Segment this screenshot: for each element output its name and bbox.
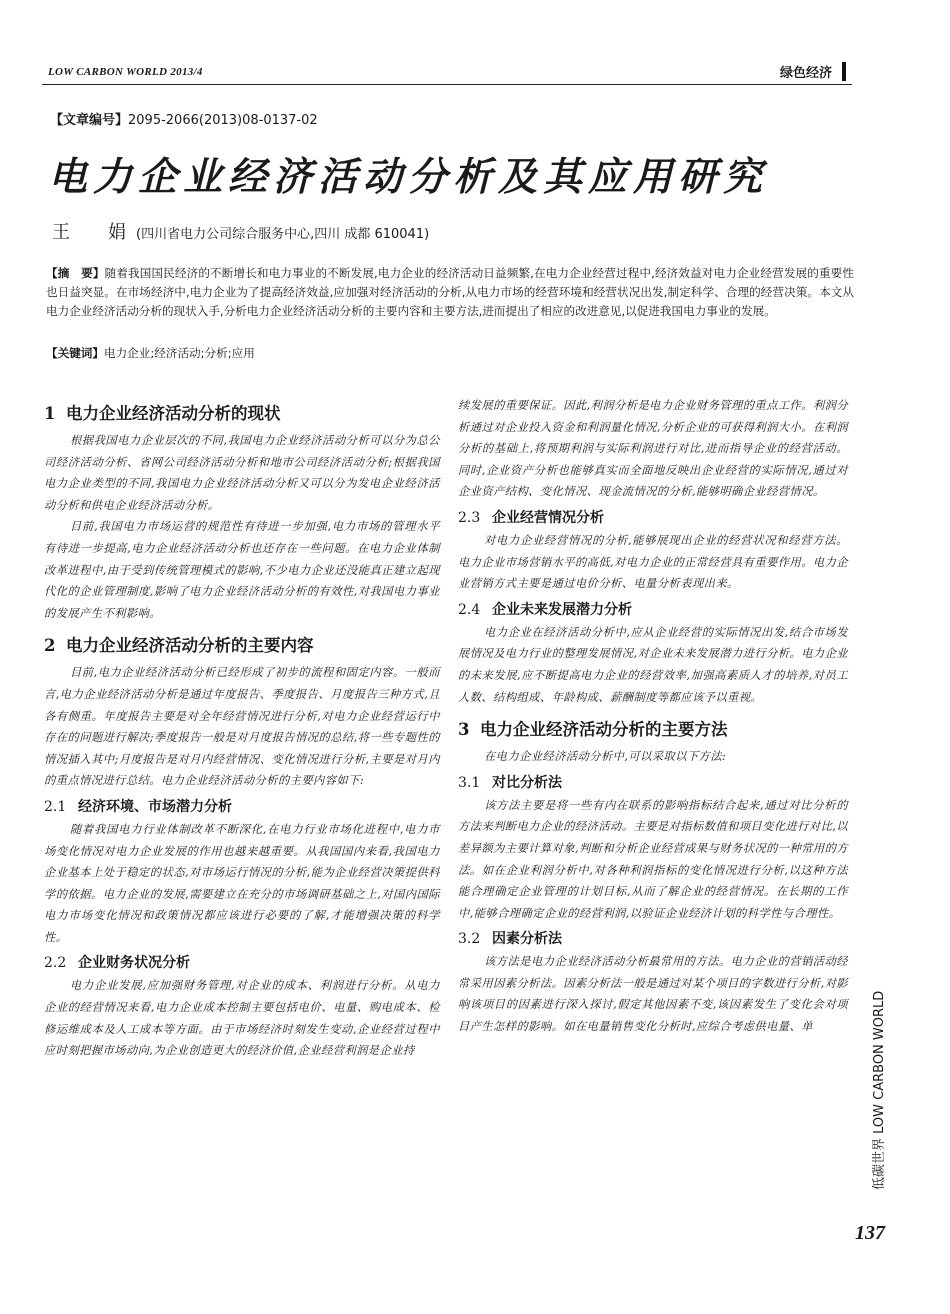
section-number: 1 [44, 404, 56, 423]
author-name: 王 娟 [52, 222, 136, 243]
left-column [44, 392, 440, 1062]
subsection-title: 企业财务状况分析 [78, 955, 190, 972]
subsection-number: 2.2 [44, 955, 67, 972]
subsection-number: 2.4 [458, 601, 481, 618]
section-title: 电力企业经济活动分析的现状 [66, 404, 281, 423]
article-number-label: 【文章编号】 [50, 113, 129, 128]
section-heading [44, 400, 440, 424]
subsection-heading [44, 952, 440, 972]
section-number: 2 [44, 636, 56, 656]
subsection-heading [458, 599, 848, 619]
author-line [52, 218, 429, 244]
journal-name: LOW CARBON WORLD 2013/4 [48, 66, 203, 78]
subsection-title: 对比分析法 [492, 774, 562, 791]
paragraph: 电力企业在经济活动分析中,应从企业经营的实际情况出发,结合市场发展情况及电力行业的整理发展情况,对企业未来发展潜力进行分析。电力企业的未来发展,应不断提高电力企业的经营效率,加强高素质人才的培养,对员工人数、结构组成、年龄构成、薪酬制度等都应该予以重视。 [458, 625, 848, 704]
section-name: 绿色经济 [780, 62, 846, 81]
paragraph: 目前,电力企业经济活动分析已经形成了初步的流程和固定内容。一般而言,电力企业经济活动分析是通过年度报告、季度报告、月度报告三种方式,且各有侧重。年度报告主要是对全年经营情况进行分析,对电力企业经营运行中存在的问题进行解决;季度报告一般是对月度报告情况的总结,将一些专题性的情况插入其中;月度报告是对月内经营情况、变化情况进行分析,主要是对月内的重点情况进行总结。电力企业经济活动分析的主要内容如下: [44, 666, 440, 788]
section-heading [458, 716, 848, 740]
paragraph: 对电力企业经营情况的分析,能够展现出企业的经营状况和经营方法。电力企业市场营销水平的高低,对电力企业的正常经营具有重要作用。电力企业营销方式主要是通过电价分析、电量分析表现出来。 [458, 533, 848, 591]
subsection-number: 3.2 [458, 931, 481, 948]
section-heading [44, 632, 440, 656]
paragraph: 该方法主要是将一些有内在联系的影响指标结合起来,通过对比分析的方法来判断电力企业的经济活动。主要是对指标数值和项目变化进行对比,以差异额为主要计算对象,判断和分析企业经营成果与财务状况的一种常用的方法。如在企业利润分析中,对各种利润指标的变化情况进行分析,以这种方法能合理确定企业管理的计划目标,从而了解企业的经营情况。在长期的工作中,能够合理确定企业的经营利润,以验证企业经济计划的科学性与合理性。 [458, 798, 848, 920]
subsection-number: 2.3 [458, 509, 481, 526]
right-column [458, 395, 848, 1038]
article-number-value: 2095-2066(2013)08-0137-02 [128, 113, 318, 128]
subsection-heading [458, 772, 848, 792]
subsection-heading [458, 507, 848, 527]
keywords-label: 【关键词】 [46, 346, 104, 360]
subsection-heading [458, 928, 848, 948]
page-number: 137 [855, 1222, 885, 1244]
paragraph: 电力企业发展,应加强财务管理,对企业的成本、利润进行分析。从电力企业的经营情况来看,电力企业成本控制主要包括电价、电量、购电成本、检修运维成本及人工成本等方面。由于市场经济时刻发生变动,企业经营过程中应时刻把握市场动向,为企业创造更大的经济价值,企业经营利润是企业持 [44, 979, 440, 1058]
subsection-title: 企业未来发展潜力分析 [492, 601, 632, 618]
paragraph: 根据我国电力企业层次的不同,我国电力企业经济活动分析可以分为总公司经济活动分析、省网公司经济活动分析和地市公司经济活动分析;根据我国电力企业类型的不同,我国电力企业经济活动分析又可以分为发电企业经济活动分析和供电企业经济活动分析。 [44, 434, 440, 512]
paragraph: 在电力企业经济活动分析中,可以采取以下方法: [483, 750, 727, 764]
subsection-number: 2.1 [44, 798, 67, 815]
abstract [46, 264, 854, 321]
section-title: 电力企业经济活动分析的主要方法 [480, 720, 728, 740]
side-journal-label: 低碳世界 LOW CARBON WORLD [872, 990, 887, 1190]
header-rule [42, 84, 852, 85]
section-title: 电力企业经济活动分析的主要内容 [66, 636, 314, 656]
abstract-label: 【摘 要】 [46, 266, 105, 280]
section-number: 3 [458, 720, 470, 740]
paragraph: 随着我国电力行业体制改革不断深化,在电力行业市场化进程中,电力市场变化情况对电力企业发展的作用也越来越重要。从我国国内来看,我国电力企业基本上处于稳定的状态,对市场运行情况的分析,能为企业经营决策提供科学的依据。电力企业的发展,需要建立在充分的市场调研基础之上,对国内国际电力市场变化情况和政策情况都应该进行必要的了解,才能增强决策的科学性。 [44, 822, 440, 944]
subsection-title: 因素分析法 [492, 931, 562, 948]
paragraph: 目前,我国电力市场运营的规范性有待进一步加强,电力市场的管理水平有待进一步提高,电力企业经济活动分析也还存在一些问题。在电力企业体制改革进程中,由于受到传统管理模式的影响,不少电力企业还没能真正建立起现代化的企业管理制度,影响了电力企业经济活动分析的有效性,对我国电力事业的发展产生不利影响。 [44, 520, 440, 620]
article-number [50, 109, 318, 128]
subsection-heading [44, 796, 440, 816]
abstract-text: 随着我国国民经济的不断增长和电力事业的不断发展,电力企业的经济活动日益频繁,在电力企业经营过程中,经济效益对电力企业经营发展的重要性也日益突显。在市场经济中,电力企业为了提高经济效益,应加强对经济活动的分析,从电力市场的经营环境和经营状况出发,制定科学、合理的经营决策。本文从电力企业经济活动分析的现状入手,分析电力企业经济活动分析的主要内容和主要方法,进而提出了相应的改进意见,以促进我国电力事业的发展。 [46, 266, 854, 318]
subsection-title: 企业经营情况分析 [492, 509, 604, 526]
page-title: 电力企业经济活动分析及其应用研究 [48, 155, 769, 200]
keywords-text: 电力企业;经济活动;分析;应用 [103, 346, 255, 360]
keywords [46, 345, 255, 361]
paragraph: 该方法是电力企业经济活动分析最常用的方法。电力企业的营销活动经常采用因素分析法。因素分析法一般是通过对某个项目的字数进行分析,对影响该项目的因素进行深入探讨,假定其他因素不变,该因素发生了变化会对项目产生怎样的影响。如在电量销售变化分析时,应综合考虑供电量、单 [458, 955, 848, 1034]
subsection-title: 经济环境、市场潜力分析 [78, 798, 232, 815]
author-affiliation: (四川省电力公司综合服务中心,四川 成都 610041) [136, 227, 430, 242]
paragraph: 续发展的重要保证。因此,利润分析是电力企业财务管理的重点工作。利润分析通过对企业投入资金和利润量化情况,分析企业的可获得利润大小。在利润分析的基础上,将预期利润与实际利润进行对比,进而指导企业的经营活动。同时,企业资产分析也能够真实而全面地反映出企业经营的实际情况,通过对企业资产结构、变化情况、现金流情况的分析,能够明确企业经营情况。 [458, 399, 848, 499]
subsection-number: 3.1 [458, 774, 481, 791]
running-header [42, 56, 852, 86]
